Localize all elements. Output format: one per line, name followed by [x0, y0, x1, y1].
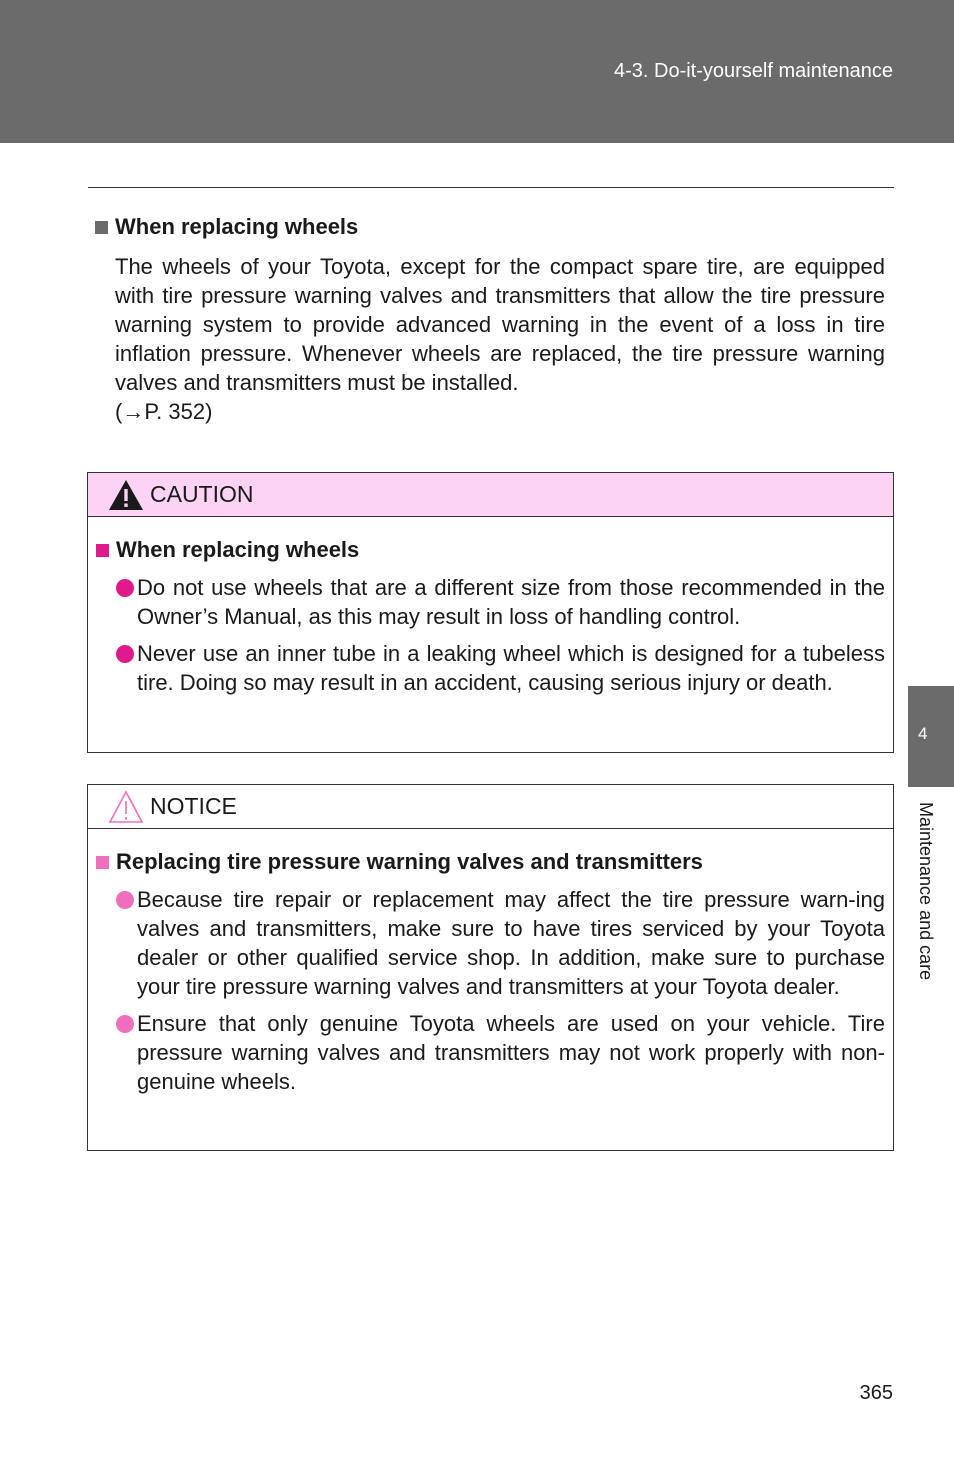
circle-bullet-icon	[116, 891, 134, 909]
notice-bullet-text: Because tire repair or replacement may affect the tire pressure warn-ing valves and transmitters, make sure to have tires serviced by your Toyota dealer or other qualified service shop. In addition, make sure to purchase your tire pressure warning valves and transmitters at your Toyota dealer.	[137, 887, 885, 999]
notice-bullet	[116, 885, 885, 1001]
caution-bullet-text: Do not use wheels that are a different size from those recommended in the Owner’s Manual, as this may result in loss of handling control.	[137, 575, 885, 629]
notice-header	[88, 785, 893, 829]
info-section	[95, 212, 885, 426]
notice-heading-text: Replacing tire pressure warning valves and transmitters	[116, 849, 703, 874]
caution-heading	[96, 535, 885, 565]
notice-bullet	[116, 1009, 885, 1096]
section-heading	[95, 212, 885, 242]
notice-body	[88, 829, 893, 1116]
notice-label: NOTICE	[150, 793, 237, 819]
warning-triangle-outline-icon	[108, 790, 144, 824]
circle-bullet-icon	[116, 579, 134, 597]
square-bullet-icon	[96, 856, 109, 869]
chapter-side-label: Maintenance and care	[916, 802, 936, 981]
circle-bullet-icon	[116, 645, 134, 663]
page-header	[0, 0, 954, 143]
caution-bullet	[116, 639, 885, 697]
square-bullet-icon	[96, 544, 109, 557]
notice-bullet-text: Ensure that only genuine Toyota wheels are used on your vehicle. Tire pressure warning valves and transmitters may not work properly with non-genuine wheels.	[137, 1011, 885, 1094]
caution-box	[87, 472, 894, 753]
caution-bullet-text: Never use an inner tube in a leaking wheel which is designed for a tubeless tire. Doing so may result in an accident, causing serious injury or death.	[137, 641, 885, 695]
section-heading-text: When replacing wheels	[115, 214, 359, 239]
warning-triangle-icon	[108, 479, 144, 511]
chapter-number: 4	[918, 724, 928, 743]
square-bullet-icon	[95, 221, 108, 234]
page-reference: (→P. 352)	[115, 399, 213, 424]
chapter-tab	[908, 686, 954, 787]
section-body: The wheels of your Toyota, except for the compact spare tire, are equipped with tire pressure warning valves and transmitters that allow the tire pressure warning system to provide advanced warning in the event of a loss in tire inflation pressure. Whenever wheels are replaced, the tire pressure warning valves and transmitters must be installed.	[115, 254, 885, 395]
caution-body	[88, 517, 893, 717]
notice-heading	[96, 847, 885, 877]
chapter-title: 4-3. Do-it-yourself maintenance	[613, 60, 893, 82]
caution-heading-text: When replacing wheels	[116, 537, 360, 562]
page-number: 365	[859, 1382, 893, 1404]
caution-label: CAUTION	[150, 481, 254, 507]
notice-box	[87, 784, 894, 1151]
circle-bullet-icon	[116, 1015, 134, 1033]
divider	[88, 187, 894, 188]
caution-header	[88, 473, 893, 517]
caution-bullet	[116, 573, 885, 631]
